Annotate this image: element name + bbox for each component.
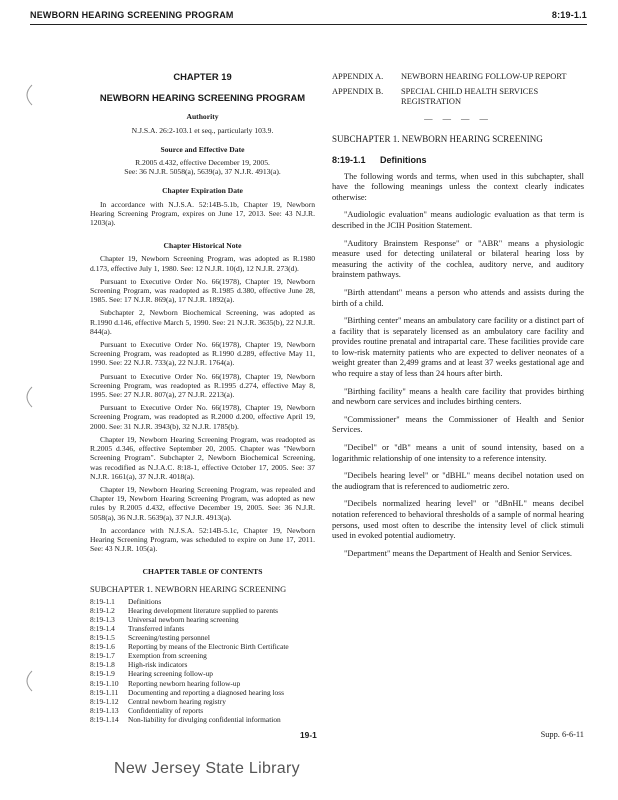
- toc-item: [90, 597, 315, 606]
- history-paragraph: Pursuant to Executive Order No. 66(1978), Chapter 19, Newborn Screening Program, was readopted as R.1985 d.380, effective June 28, 1985. See: 17 N.J.R. 869(a), 17 N.J.R. 1892(a).: [90, 276, 315, 305]
- toc-item: [90, 679, 315, 688]
- subchapter-heading: SUBCHAPTER 1. NEWBORN HEARING SCREENING: [332, 134, 543, 145]
- history-paragraph: Chapter 19, Newborn Hearing Screening Program, was readopted as R.2005 d.346, effective September 20, 2005. Chapter was "Newborn Screening Program". Subchapter 2, Newborn Biochemical Screening, was recodified as N.J.A.C. 8:18-1, effective October 17, 2005. See: 37 N.J.R. 1661(a), 37 N.J.R. 4018(a).: [90, 434, 315, 481]
- section-title: Definitions: [380, 154, 427, 165]
- right-column: [332, 72, 584, 566]
- toc-number: 8:19-1.10: [90, 678, 119, 688]
- margin-mark-icon: [20, 386, 34, 408]
- toc-number: 8:19-1.14: [90, 714, 119, 724]
- header-rule: [30, 24, 587, 25]
- toc-number: 8:19-1.4: [90, 624, 115, 634]
- toc-item: [90, 633, 315, 642]
- definition-paragraph: "Birthing facility" means a health care facility that provides birthing and newborn care services and includes birthing centers.: [332, 386, 584, 407]
- toc-title: Reporting newborn hearing follow-up: [128, 678, 241, 688]
- margin-mark-icon: [20, 84, 34, 106]
- toc-number: 8:19-1.13: [90, 705, 119, 715]
- definition-paragraph: "Birthing center" means an ambulatory care facility or a distinct part of a facility that is separately licensed as an ambulatory care facility and provides routine prenatal and intrapartal care. These facilities provide care to low-risk maternity patients who are expected to deliver neonates of a weight greater than 2,499 grams and at least 37 weeks gestational age and who require a stay of less than 24 hours after birth.: [332, 316, 584, 379]
- appendix-a: [332, 72, 584, 83]
- toc-title: Universal newborn hearing screening: [128, 614, 239, 624]
- authority-heading: Authority: [186, 112, 219, 122]
- toc-item: [90, 688, 315, 697]
- toc-item: [90, 660, 315, 669]
- toc-item: [90, 706, 315, 715]
- appendix-title: SPECIAL CHILD HEALTH SERVICES REGISTRATION: [401, 86, 539, 107]
- appendix-label: APPENDIX A.: [332, 72, 384, 81]
- chapter-title: NEWBORN HEARING SCREENING PROGRAM: [99, 92, 306, 104]
- toc-item: [90, 715, 315, 724]
- section-number: 8:19-1.1: [332, 154, 366, 165]
- toc-title: Screening/testing personnel: [128, 633, 210, 643]
- definition-paragraph: "Decibels hearing level" or "dBHL" means decibel notation used on the audiogram that is referenced to audiometric zero.: [332, 471, 584, 491]
- history-heading: Chapter Historical Note: [163, 241, 242, 251]
- toc-title: Central newborn hearing registry: [128, 696, 226, 706]
- history-paragraph: Pursuant to Executive Order No. 66(1978), Chapter 19, Newborn Screening Program, was readopted as R.2000 d.200, effective April 19, 2000. See: 31 N.J.R. 3943(b), 32 N.J.R. 1785(b).: [90, 403, 315, 431]
- source-line: R.2005 d.432, effective December 19, 2005.: [135, 158, 270, 168]
- history-paragraph: Pursuant to Executive Order No. 66(1978), Chapter 19, Newborn Screening Program, was readopted as R.1995 d.274, effective May 8, 1995. See: 27 N.J.R. 807(a), 27 N.J.R. 2213(a).: [90, 371, 315, 400]
- toc-number: 8:19-1.12: [90, 696, 119, 706]
- expiration-text: In accordance with N.J.S.A. 52:14B-5.1b, Chapter 19, Newborn Hearing Screening Program, expires on June 17, 2013. See: 43 N.J.R. 1203(a).: [90, 199, 315, 228]
- toc-title: High-risk indicators: [128, 660, 188, 670]
- supplement-date: Supp. 6-6-11: [540, 730, 584, 739]
- margin-mark-icon: [20, 670, 34, 692]
- toc-item: [90, 606, 315, 615]
- section-heading: [332, 155, 584, 166]
- expiration-heading: Chapter Expiration Date: [162, 186, 243, 196]
- source-line: See: 36 N.J.R. 5058(a), 5639(a), 37 N.J.R. 4913(a).: [124, 167, 281, 177]
- toc-item: [90, 669, 315, 678]
- toc-subchapter: SUBCHAPTER 1. NEWBORN HEARING SCREENING: [90, 584, 287, 594]
- history-paragraph: In accordance with N.J.S.A. 52:14B-5.1c, Chapter 19, Newborn Hearing Screening Program, was scheduled to expire on June 17, 2011. See: 43 N.J.R. 105(a).: [90, 525, 315, 554]
- header-section: 8:19-1.1: [551, 10, 587, 20]
- toc-number: 8:19-1.11: [90, 687, 119, 697]
- appendix-title: NEWBORN HEARING FOLLOW-UP REPORT: [401, 72, 567, 81]
- header-title: NEWBORN HEARING SCREENING PROGRAM: [30, 10, 234, 20]
- history-paragraph: Chapter 19, Newborn Screening Program, was adopted as R.1980 d.173, effective July 1, 1980. See: 12 N.J.R. 10(d), 12 N.J.R. 273(d).: [90, 254, 315, 273]
- definition-paragraph: "Auditory Brainstem Response" or "ABR" means a physiologic measure used for detecting unilateral or bilateral hearing loss by measuring the activity of the cochlea, auditory nerve, and auditory brainstem pathways.: [332, 238, 584, 280]
- toc-title: Hearing development literature supplied to parents: [128, 605, 279, 615]
- definition-paragraph: "Decibels normalized hearing level" or "dBnHL" means decibel notation referenced to behavioral thresholds of a sample of normal hearing persons, used most often to describe the intensity level of click stimuli used in evoked potential audiometry.: [332, 499, 584, 541]
- toc-number: 8:19-1.9: [90, 669, 115, 679]
- appendix-b: [332, 87, 584, 108]
- table-of-contents: [90, 597, 315, 724]
- toc-item: [90, 642, 315, 651]
- history-paragraph: Subchapter 2, Newborn Biochemical Screening, was adopted as R.1990 d.146, effective March 5, 1990. See: 21 N.J.R. 3635(b), 22 N.J.R. 844(a).: [90, 308, 315, 336]
- toc-title: Transferred infants: [128, 624, 185, 634]
- page-number: 19-1: [300, 730, 317, 740]
- toc-number: 8:19-1.3: [90, 614, 115, 624]
- toc-item: [90, 697, 315, 706]
- history-paragraph: Pursuant to Executive Order No. 66(1978), Chapter 19, Newborn Screening Program, was readopted as R.1990 d.289, effective May 11, 1990. See: 22 N.J.R. 733(a), 22 N.J.R. 1764(a).: [90, 340, 315, 368]
- toc-number: 8:19-1.6: [90, 642, 115, 652]
- source-heading: Source and Effective Date: [160, 144, 245, 154]
- section-divider: — — — —: [424, 113, 492, 123]
- toc-title: Definitions: [128, 596, 162, 606]
- history-notes: [90, 254, 315, 553]
- left-column: [90, 72, 315, 724]
- toc-item: [90, 651, 315, 660]
- toc-title: Exemption from screening: [128, 651, 207, 661]
- library-watermark: New Jersey State Library: [114, 760, 300, 777]
- toc-number: 8:19-1.5: [90, 633, 115, 643]
- history-paragraph: Chapter 19, Newborn Hearing Screening Program, was repealed and Chapter 19, Newborn Hearing Screening Program, was adopted as new rules by R.2005 d.432, effective December 19, 2005. See: 36 N.J.R. 5058(a), 36 N.J.R. 5639(a), 37 N.J.R. 4913(a).: [90, 484, 315, 522]
- toc-number: 8:19-1.1: [90, 596, 115, 606]
- toc-title: Reporting by means of the Electronic Birth Certificate: [128, 642, 289, 652]
- toc-title: Documenting and reporting a diagnosed hearing loss: [128, 687, 284, 697]
- toc-heading: CHAPTER TABLE OF CONTENTS: [142, 567, 263, 577]
- definition-paragraph: "Birth attendant" means a person who attends and assists during the birth of a child.: [332, 287, 584, 308]
- toc-title: Confidentiality of reports: [128, 705, 204, 715]
- authority-text: N.J.S.A. 26:2-103.1 et seq., particularly 103.9.: [131, 125, 274, 135]
- toc-item: [90, 615, 315, 624]
- appendix-label: APPENDIX B.: [332, 86, 384, 96]
- toc-number: 8:19-1.8: [90, 660, 115, 670]
- definition-paragraph: "Audiologic evaluation" means audiologic evaluation as that term is described in the JCIH Position Statement.: [332, 210, 584, 230]
- chapter-number: CHAPTER 19: [173, 71, 232, 82]
- toc-number: 8:19-1.2: [90, 605, 115, 615]
- definition-paragraph: "Commissioner" means the Commissioner of Health and Senior Services.: [332, 414, 584, 435]
- definition-paragraph: "Decibel" or "dB" means a unit of sound intensity, based on a logarithmic relationship of one intensity to a reference intensity.: [332, 443, 584, 463]
- toc-title: Non-liability for divulging confidential information: [128, 714, 281, 724]
- toc-title: Hearing screening follow-up: [128, 669, 213, 679]
- toc-number: 8:19-1.7: [90, 651, 115, 661]
- definition-paragraph: "Department" means the Department of Health and Senior Services.: [344, 548, 573, 558]
- definition-paragraph: The following words and terms, when used in this subchapter, shall have the following meanings unless the context clearly indicates otherwise:: [332, 171, 584, 202]
- toc-item: [90, 624, 315, 633]
